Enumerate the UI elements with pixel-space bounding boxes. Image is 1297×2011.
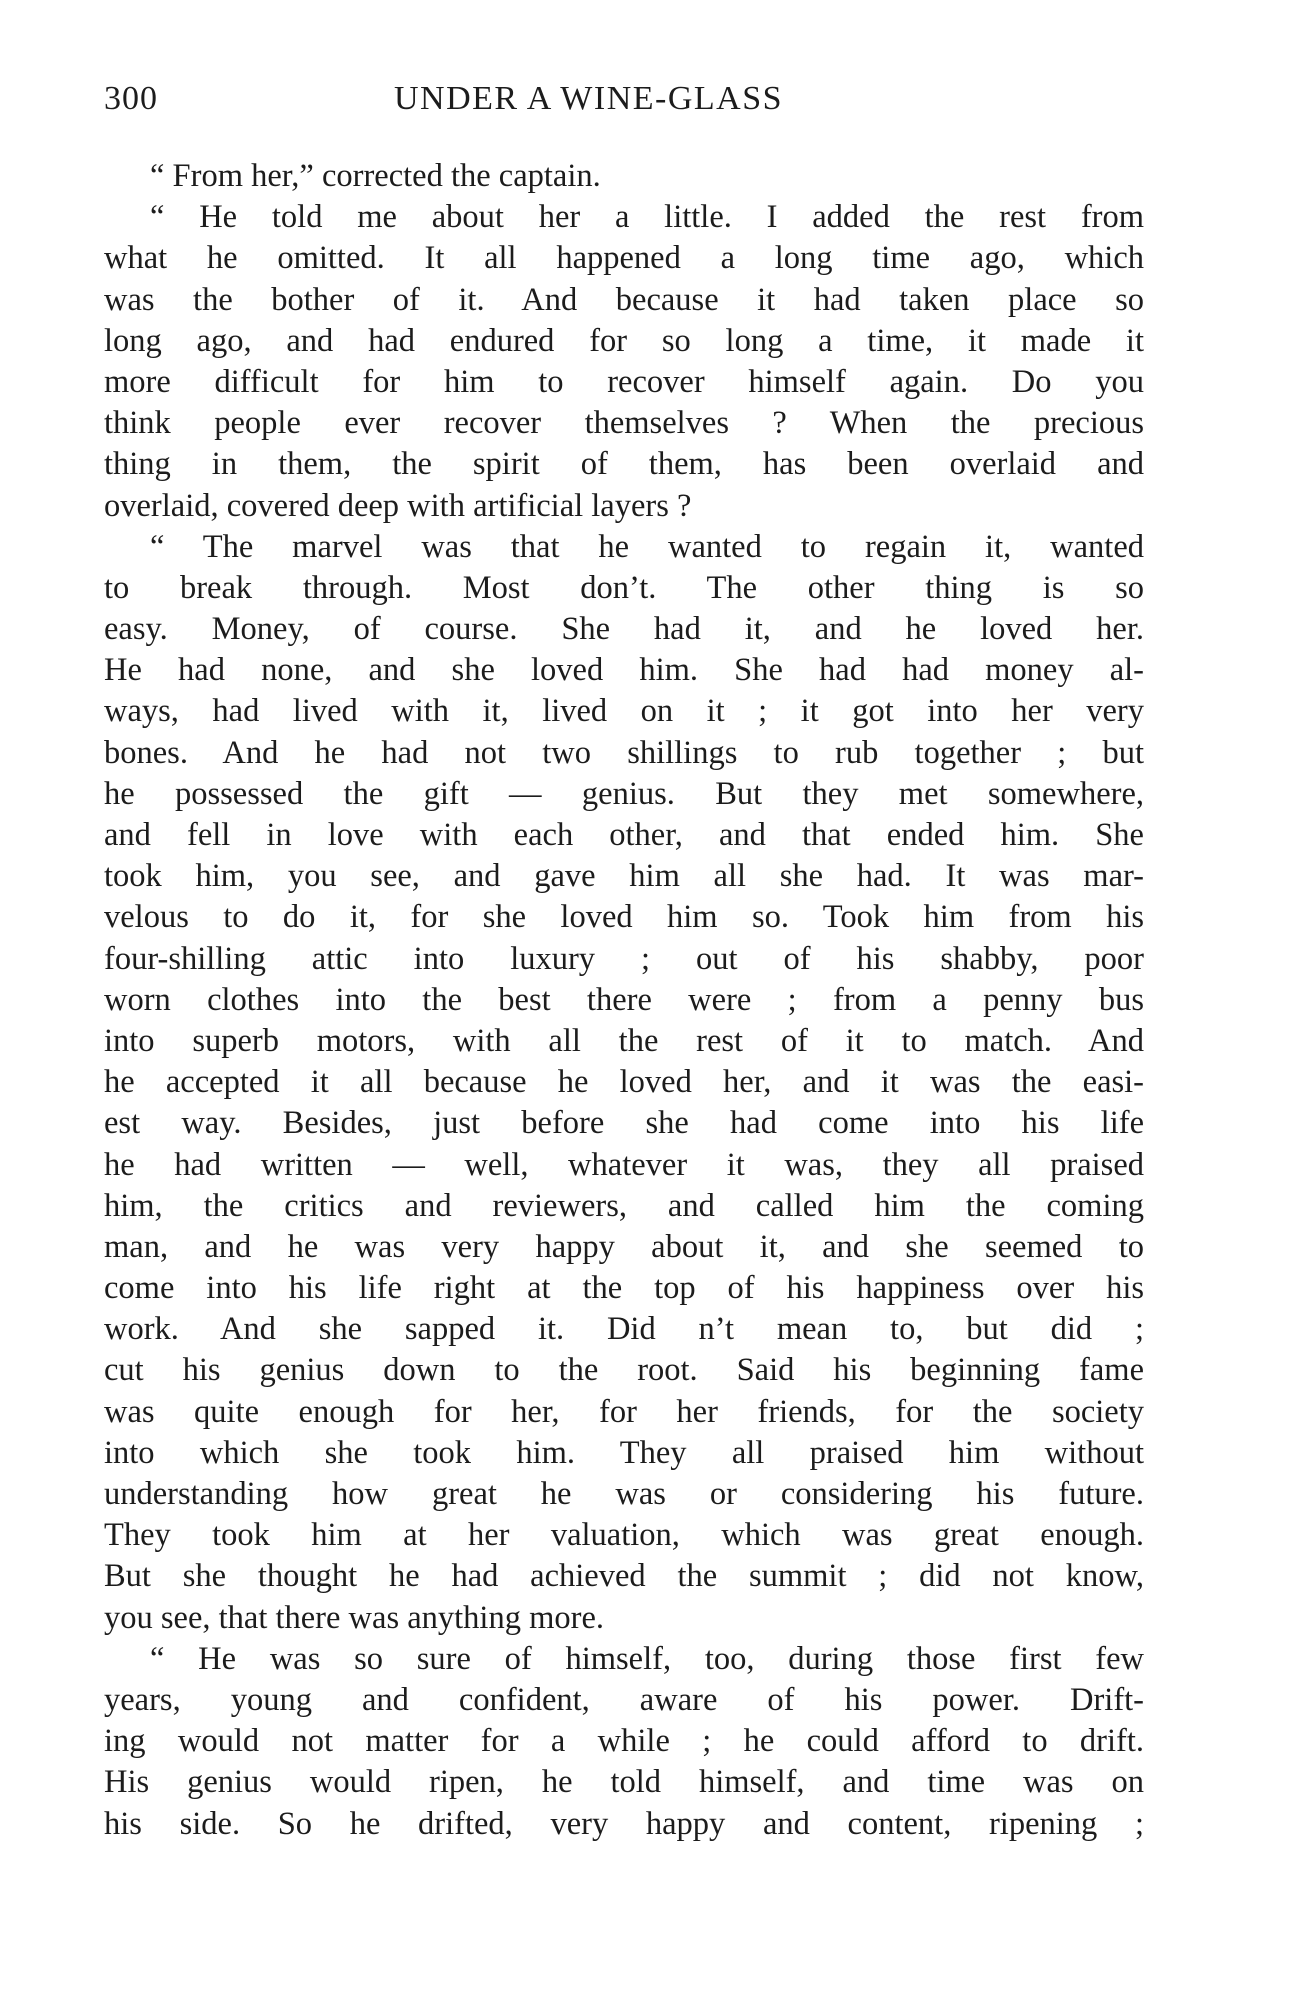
text-line: took him, you see, and gave him all she had. It was mar- [104, 858, 1144, 895]
text-line: But she thought he had achieved the summit ; did not know, [104, 1558, 1144, 1595]
text-line: understanding how great he was or considering his future. [104, 1476, 1144, 1512]
page-number: 300 [104, 80, 158, 117]
running-head [104, 80, 1144, 140]
text-line: bones. And he had not two shillings to rub together ; but [104, 734, 1144, 771]
text-line: into superb motors, with all the rest of it to match. And [104, 1022, 1144, 1059]
text-line: thing in them, the spirit of them, has been overlaid and [104, 446, 1144, 483]
text-line: what he omitted. It all happened a long time ago, which [104, 240, 1144, 277]
text-line: him, the critics and reviewers, and called him the coming [104, 1187, 1144, 1224]
text-line: They took him at her valuation, which was great enough. [104, 1517, 1144, 1554]
text-line: into which she took him. They all praised him without [104, 1434, 1144, 1471]
text-line: he possessed the gift — genius. But they met somewhere, [104, 775, 1144, 812]
text-line: come into his life right at the top of his happiness over his [104, 1270, 1144, 1307]
text-line: “ From her,” corrected the captain. [150, 158, 601, 194]
text-line: “ He told me about her a little. I added the rest from [150, 199, 1144, 236]
text-line: and fell in love with each other, and that ended him. She [104, 817, 1144, 853]
text-line: man, and he was very happy about it, and she seemed to [104, 1228, 1144, 1265]
text-line: think people ever recover themselves ? When the precious [104, 405, 1144, 442]
text-line: velous to do it, for she loved him so. Took him from his [104, 899, 1144, 936]
text-line: His genius would ripen, he told himself, and time was on [104, 1764, 1144, 1801]
text-line: “ The marvel was that he wanted to regain it, wanted [150, 528, 1144, 565]
text-line: overlaid, covered deep with artificial layers ? [104, 487, 692, 524]
body-text [104, 156, 1144, 1845]
text-line: ing would not matter for a while ; he could afford to drift. [104, 1723, 1144, 1760]
text-line: long ago, and had endured for so long a time, it made it [104, 322, 1144, 359]
book-page [104, 80, 1144, 1845]
text-line: ways, had lived with it, lived on it ; it got into her very [104, 693, 1144, 730]
text-line: work. And she sapped it. Did n’t mean to, but did ; [104, 1311, 1144, 1348]
text-line: years, young and confident, aware of his power. Drift- [104, 1681, 1144, 1718]
text-line: you see, that there was anything more. [104, 1599, 604, 1636]
text-line: his side. So he drifted, very happy and content, ripening ; [104, 1805, 1144, 1842]
text-line: he had written — well, whatever it was, they all praised [104, 1146, 1144, 1183]
text-line: “ He was so sure of himself, too, during those first few [150, 1640, 1144, 1677]
text-line: more difficult for him to recover himself again. Do you [104, 363, 1144, 400]
text-line: was quite enough for her, for her friends, for the society [104, 1393, 1144, 1430]
text-line: to break through. Most don’t. The other thing is so [104, 569, 1144, 606]
text-line: worn clothes into the best there were ; from a penny bus [104, 981, 1144, 1018]
text-line: He had none, and she loved him. She had had money al- [104, 652, 1144, 689]
running-title: UNDER A WINE-GLASS [394, 80, 784, 117]
text-line: four-shilling attic into luxury ; out of his shabby, poor [104, 940, 1144, 977]
text-line: cut his genius down to the root. Said his beginning fame [104, 1352, 1144, 1389]
text-line: est way. Besides, just before she had come into his life [104, 1105, 1144, 1142]
text-line: he accepted it all because he loved her, and it was the easi- [104, 1064, 1144, 1101]
text-line: was the bother of it. And because it had taken place so [104, 281, 1144, 318]
text-line: easy. Money, of course. She had it, and he loved her. [104, 611, 1144, 648]
